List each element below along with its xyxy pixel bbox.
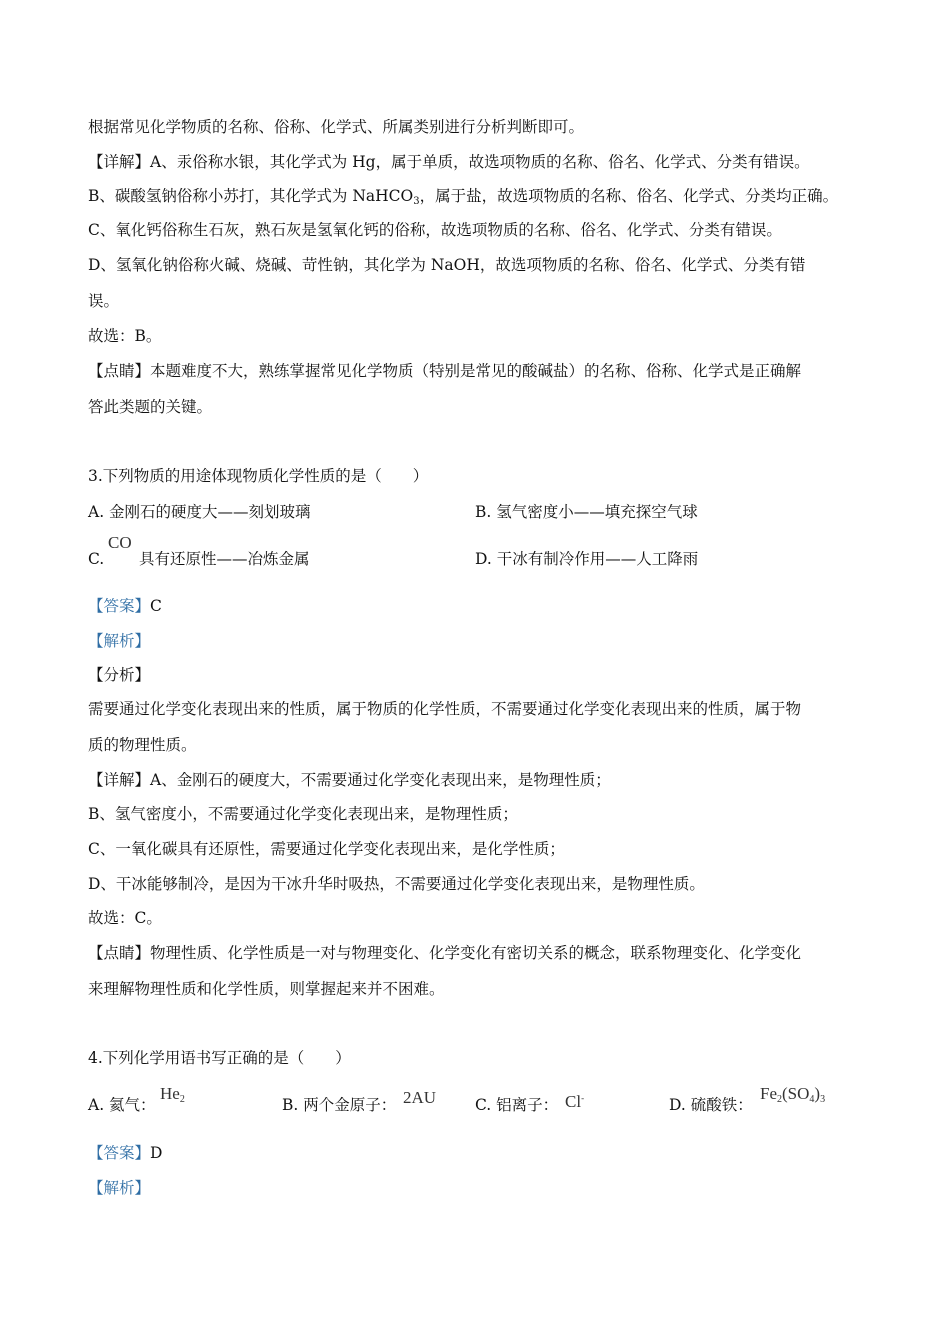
q3-option-d: D. 干冰有制冷作用——人工降雨 — [475, 550, 699, 568]
q3-fenxi-tag: 【分析】 — [88, 666, 151, 684]
q3-option-b: B. 氢气密度小——填充探空气球 — [475, 503, 698, 521]
answer-tag: 【答案】 — [88, 597, 151, 615]
q2-detail-c: C、氧化钙俗称生石灰，熟石灰是氢氧化钙的俗称，故选项物质的名称、俗名、化学式、分类有错误。 — [88, 221, 782, 239]
q2-comment-line1 — [88, 361, 801, 381]
answer-value: C — [150, 597, 162, 615]
q3-detail-d: D、干冰能够制冷，是因为干冰升华时吸热，不需要通过化学变化表现出来，是物理性质。 — [88, 875, 705, 893]
q4-option-c-formula: Cl- — [565, 1092, 585, 1111]
q4-option-a-formula: $He_2$ — [160, 1084, 185, 1105]
subscript: 3 — [413, 196, 420, 207]
q3-option-c-formula: CO — [108, 533, 132, 552]
q3-detail-b: B、氢气密度小，不需要通过化学变化表现出来，是物理性质； — [88, 805, 518, 823]
q3-detail-c: C、一氧化碳具有还原性，需要通过化学变化表现出来，是化学性质； — [88, 840, 565, 858]
q3-option-c-label: C. — [88, 550, 105, 568]
q4-option-a-label: A. 氦气： — [88, 1096, 156, 1114]
q3-detail-a — [88, 770, 611, 790]
detail-text: A、金刚石的硬度大，不需要通过化学变化表现出来，是物理性质； — [150, 771, 611, 789]
q2-detail-a — [88, 152, 810, 172]
analysis-tag: 【解析】 — [88, 1179, 151, 1197]
detail-text: A、汞俗称水银，其化学式为 Hg，属于单质，故选项物质的名称、俗名、化学式、分类有错误。 — [150, 153, 810, 171]
q4-option-d-label: D. 硫酸铁： — [669, 1096, 753, 1114]
q3-option-c-text: 具有还原性——冶炼金属 — [139, 550, 310, 568]
answer-tag: 【答案】 — [88, 1144, 151, 1162]
q4-option-b-label: B. 两个金原子： — [282, 1096, 397, 1114]
q3-choice: 故选：C。 — [88, 909, 162, 927]
detail-tag: 【详解】 — [88, 153, 151, 171]
q4-answer — [88, 1143, 162, 1163]
q3-analysis-tag — [88, 631, 150, 651]
q3-answer — [88, 596, 162, 616]
q3-comment-line1 — [88, 943, 801, 963]
intro-line: 根据常见化学物质的名称、俗称、化学式、所属类别进行分析判断即可。 — [88, 118, 585, 136]
comment-tag: 【点睛】 — [88, 362, 151, 380]
q2-choice: 故选：B。 — [88, 327, 162, 345]
q4-option-c-label: C. 铝离子： — [475, 1096, 559, 1114]
q2-detail-d-line2: 误。 — [88, 292, 120, 310]
detail-text: ，属于盐，故选项物质的名称、俗名、化学式、分类均正确。 — [419, 187, 839, 205]
comment-tag: 【点睛】 — [88, 944, 151, 962]
comment-text: 本题难度不大，熟练掌握常见化学物质（特别是常见的酸碱盐）的名称、俗称、化学式是正确解 — [150, 362, 802, 380]
q4-option-b-formula: 2AU — [403, 1088, 437, 1107]
q3-option-a: A. 金刚石的硬度大——刻划玻璃 — [88, 503, 311, 521]
comment-text: 物理性质、化学性质是一对与物理变化、化学变化有密切关系的概念，联系物理变化、化学变化 — [150, 944, 802, 962]
q2-comment-line2: 答此类题的关键。 — [88, 398, 213, 416]
q4-analysis-tag — [88, 1178, 150, 1198]
q4-question: 4.下列化学用语书写正确的是（ ） — [88, 1049, 351, 1067]
detail-tag: 【详解】 — [88, 771, 151, 789]
q3-fenxi-line1: 需要通过化学变化表现出来的性质，属于物质的化学性质，不需要通过化学变化表现出来的性质，属于物 — [88, 700, 802, 718]
q2-detail-b — [88, 186, 838, 212]
q3-fenxi-line2: 质的物理性质。 — [88, 736, 197, 754]
q3-question: 3.下列物质的用途体现物质化学性质的是（ ） — [88, 467, 429, 485]
q2-detail-d-line1: D、氢氧化钠俗称火碱、烧碱、苛性钠，其化学为 NaOH，故选项物质的名称、俗名、化学式、分类有错 — [88, 256, 806, 274]
answer-value: D — [150, 1144, 163, 1162]
detail-text: B、碳酸氢钠俗称小苏打，其化学式为 NaHCO — [88, 187, 414, 205]
q3-comment-line2: 来理解物理性质和化学性质，则掌握起来并不困难。 — [88, 980, 445, 998]
analysis-tag: 【解析】 — [88, 632, 151, 650]
q4-option-d-formula: $Fe_2(SO_4)_3$ — [760, 1084, 826, 1105]
